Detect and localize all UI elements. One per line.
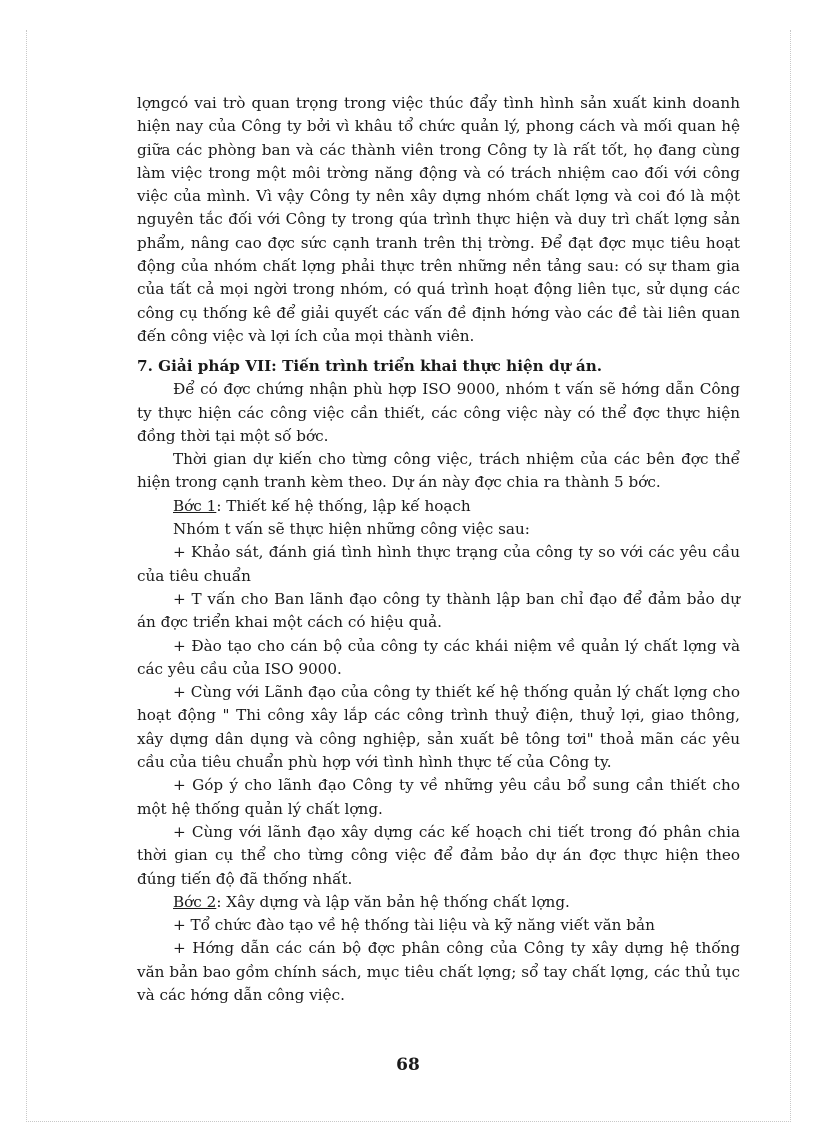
list-item: + Hớng dẫn các cán bộ đợc phân công của Công ty xây dựng hệ thống văn bản bao gồm chính sách, mục tiêu chất lợng; sổ tay chất lợng, các thủ tục và các hớng dẫn công việc.	[137, 939, 740, 1004]
list-item: + Khảo sát, đánh giá tình hình thực trạng của công ty so với các yêu cầu của tiêu chuẩn	[137, 543, 740, 585]
step-1-text: : Thiết kế hệ thống, lập kế hoạch	[216, 496, 471, 515]
section-heading: 7. Giải pháp VII: Tiến trình triển khai thực hiện dự án.	[137, 357, 603, 376]
step-1-label: Bớc 1	[173, 496, 217, 515]
list-item: + Cùng với lãnh đạo xây dựng các kế hoạch chi tiết trong đó phân chia thời gian cụ thể cho từng công việc để đảm bảo dự án đợc thực hiện theo đúng tiến độ đã thống nhất.	[137, 822, 740, 888]
list-item: + Đào tạo cho cán bộ của công ty các khái niệm về quản lý chất lợng và các yêu cầu của ISO 9000.	[137, 636, 740, 678]
document-body	[137, 92, 740, 1007]
step-1-intro: Nhóm t vấn sẽ thực hiện những công việc sau:	[173, 520, 530, 539]
step-2-title	[137, 891, 740, 914]
paragraph-continuation: lợngcó vai trò quan trọng trong việc thúc đẩy tình hình sản xuất kinh doanh hiện nay của Công ty bởi vì khâu tổ chức quản lý, phong cách và mối quan hệ giữa các phòng ban và các thành viên trong Công ty là rất tốt, họ đang cùng làm việc trong một môi trờng năng động và có trách nhiệm cao đối với công việc của mình. Vì vậy Công ty nên xây dựng nhóm chất lợng và coi đó là một nguyên tắc đối với Công ty trong qúa trình thực hiện và duy trì chất lợng sản phẩm, nâng cao đợc sức cạnh tranh trên thị trờng. Để đạt đợc mục tiêu hoạt động của nhóm chất lợng phải thực trên những nền tảng sau: có sự tham gia của tất cả mọi ngời trong nhóm, có quá trình hoạt động liên tục, sử dụng các công cụ thống kê để giải quyết các vấn đề định hớng vào các đề tài liên quan đến công việc và lợi ích của mọi thành viên.	[137, 94, 740, 345]
list-item: + Cùng với Lãnh đạo của công ty thiết kế hệ thống quản lý chất lợng cho hoạt động " Thi công xây lắp các công trình thuỷ điện, thuỷ lợi, giao thông, xây dựng dân dụng và công nghiệp, sản xuất bê tông tơi" thoả mãn các yêu cầu của tiêu chuẩn phù hợp với tình hình thực tế của Công ty.	[137, 683, 740, 772]
paragraph-intro: Để có đợc chứng nhận phù hợp ISO 9000, nhóm t vấn sẽ hớng dẫn Công ty thực hiện các công việc cần thiết, các công việc này có thể đợc thực hiện đồng thời tại một số bớc.	[137, 380, 740, 445]
step-2-label: Bớc 2	[173, 892, 217, 911]
list-item: + T vấn cho Ban lãnh đạo công ty thành lập ban chỉ đạo để đảm bảo dự án đợc triển khai một cách có hiệu quả.	[137, 589, 740, 632]
step-2-text: : Xây dựng và lập văn bản hệ thống chất lợng.	[216, 892, 570, 911]
step-1-title	[137, 495, 740, 518]
list-item: + Góp ý cho lãnh đạo Công ty về những yêu cầu bổ sung cần thiết cho một hệ thống quản lý chất lợng.	[137, 776, 740, 818]
list-item: + Tổ chức đào tạo về hệ thống tài liệu và kỹ năng viết văn bản	[173, 916, 655, 935]
paragraph-timeline: Thời gian dự kiến cho từng công việc, trách nhiệm của các bên đợc thể hiện trong cạnh tranh kèm theo. Dự án này đợc chia ra thành 5 bớc.	[137, 450, 740, 492]
page-number: 68	[396, 1055, 420, 1075]
